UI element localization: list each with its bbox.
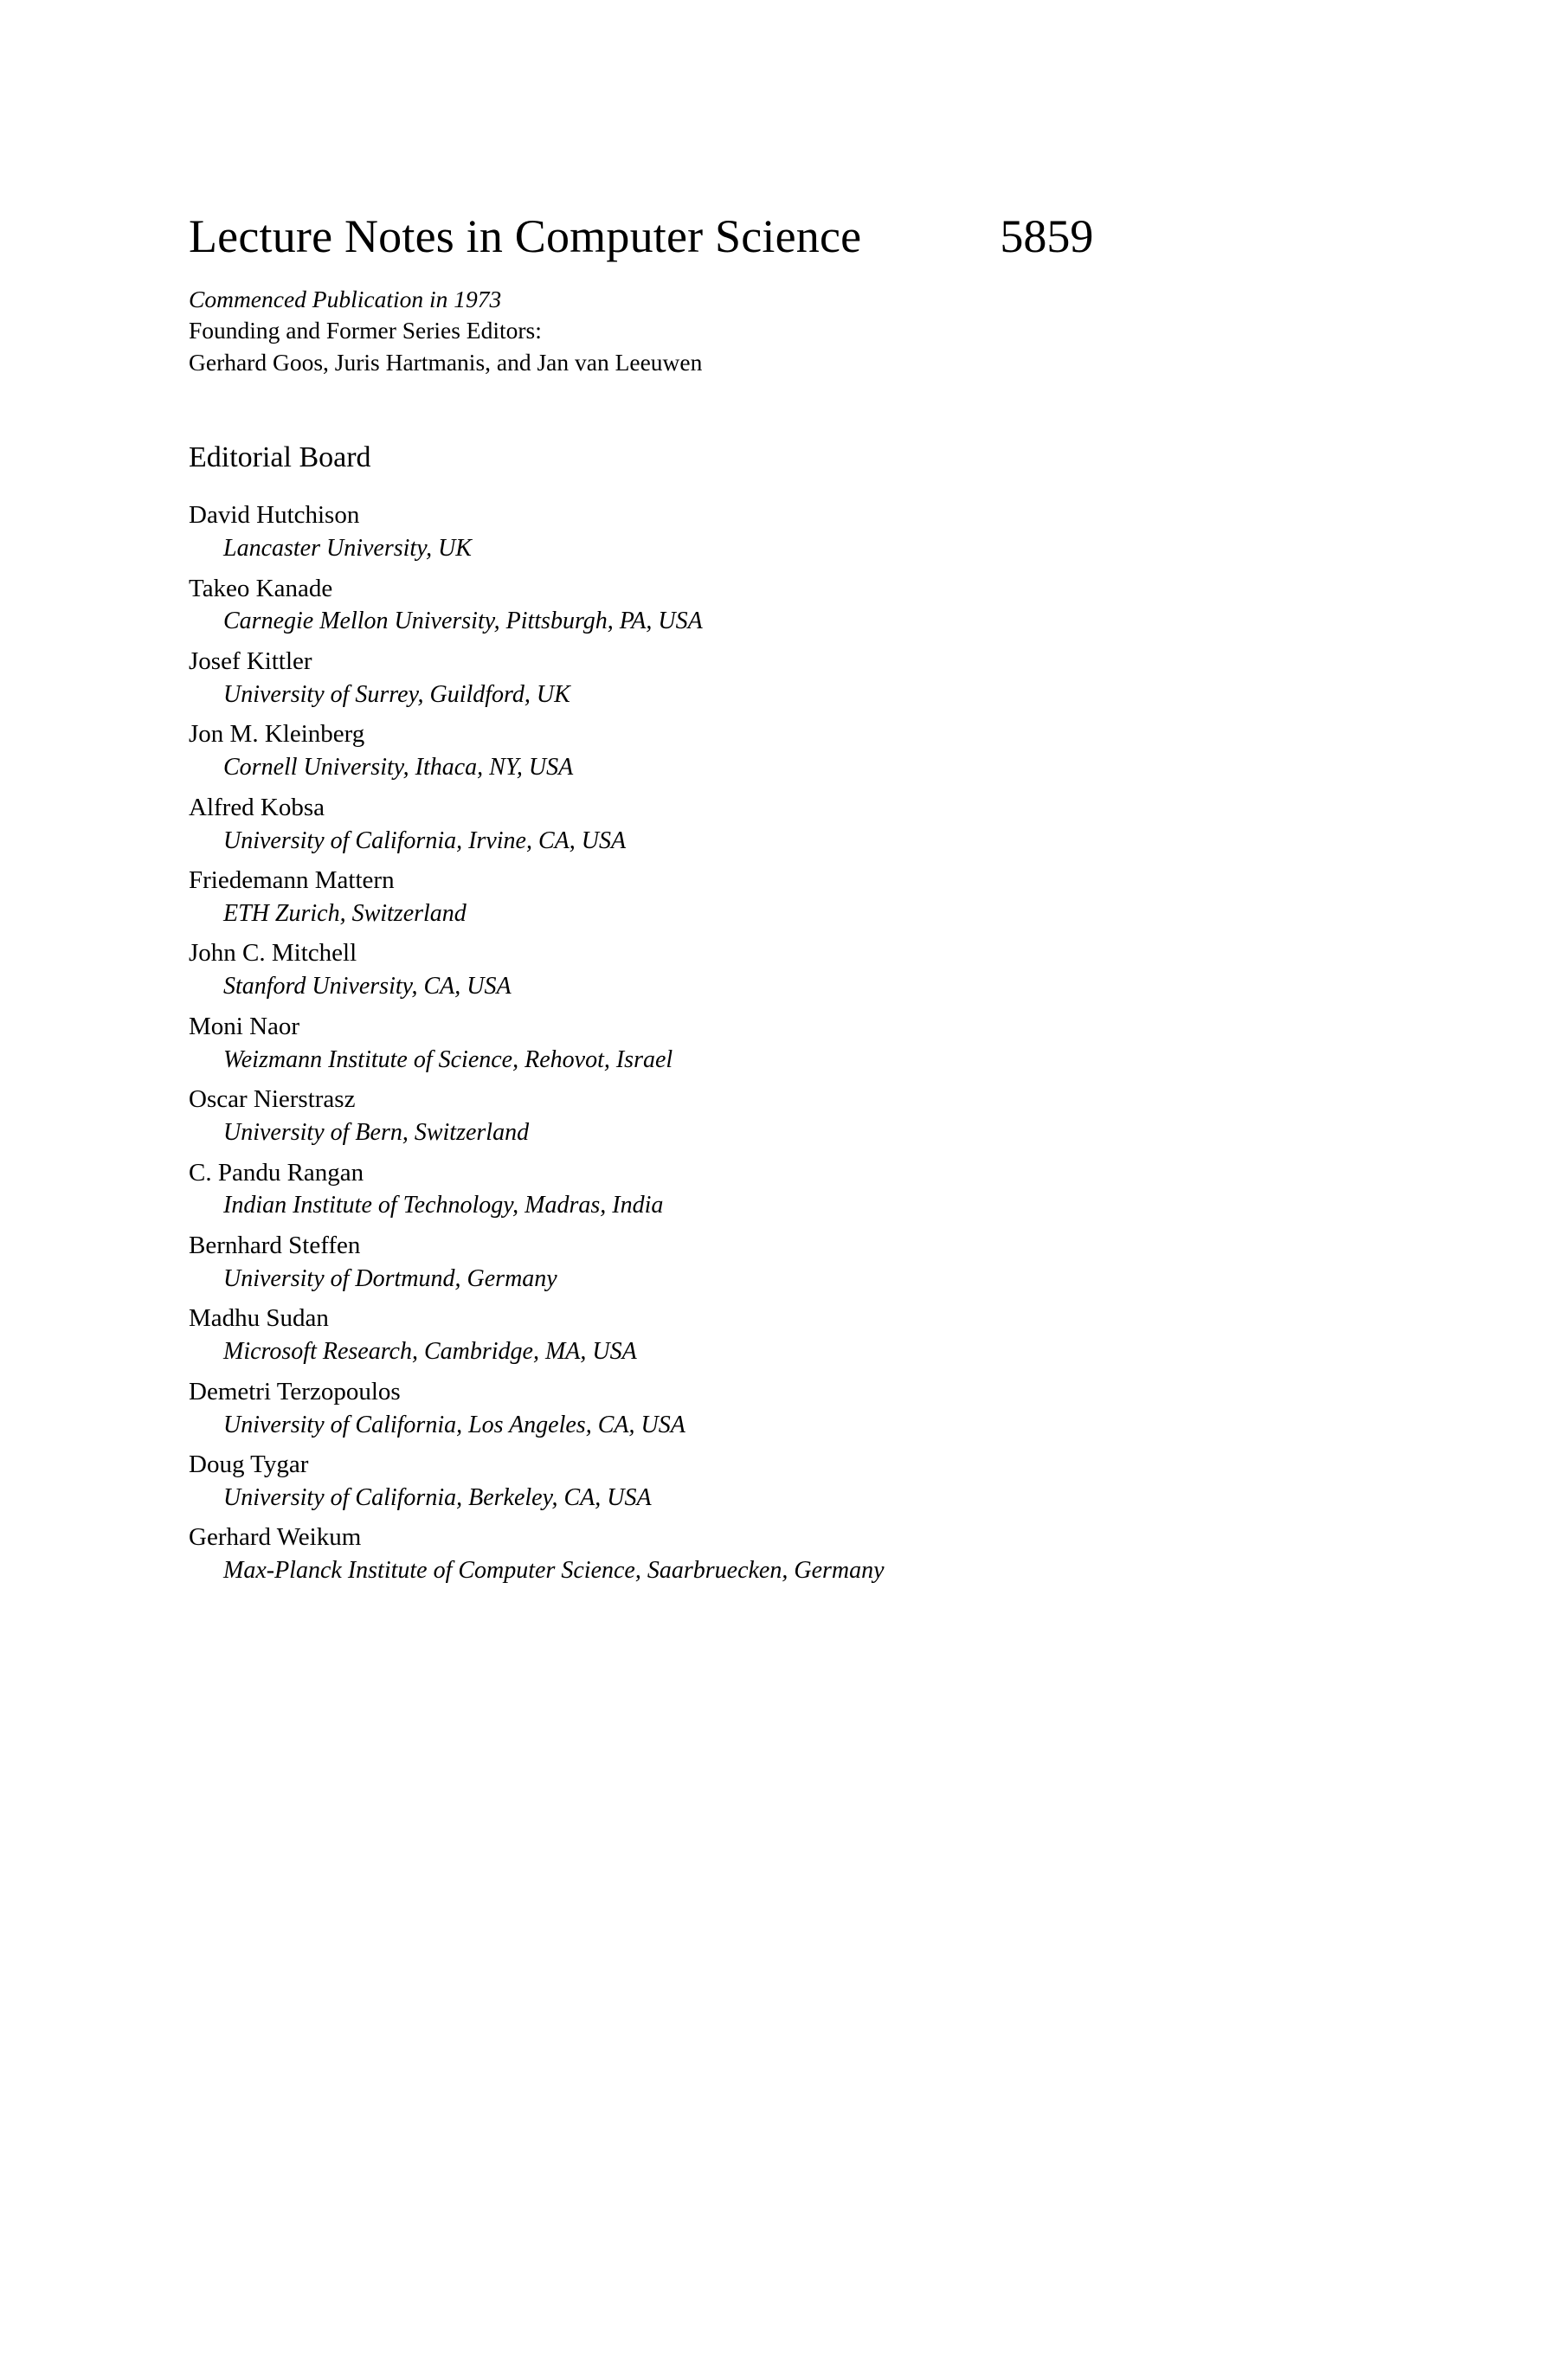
list-item: [189, 864, 1314, 929]
member-affiliation: Weizmann Institute of Science, Rehovot, Israel: [223, 1045, 673, 1073]
list-item: [189, 645, 1314, 711]
member-affiliation: Indian Institute of Technology, Madras, India: [223, 1192, 664, 1219]
list-item: [189, 1156, 1314, 1222]
list-item: [189, 1083, 1314, 1148]
member-name: Madhu Sudan: [189, 1304, 329, 1333]
member-name: Bernhard Steffen: [189, 1231, 361, 1259]
list-item: [189, 1229, 1314, 1295]
list-item: [189, 791, 1314, 857]
member-name: Oscar Nierstrasz: [189, 1085, 356, 1114]
list-item: [189, 1375, 1314, 1441]
volume-number: 5859: [1000, 210, 1094, 262]
member-name: Doug Tygar: [189, 1451, 309, 1479]
list-item: [189, 1448, 1314, 1514]
series-subheading-block: [189, 284, 1314, 379]
member-affiliation: University of Bern, Switzerland: [223, 1119, 530, 1147]
member-name: Friedemann Mattern: [189, 866, 395, 895]
member-affiliation: University of Surrey, Guildford, UK: [223, 680, 570, 708]
founding-editors-label: Founding and Former Series Editors:: [189, 317, 542, 344]
page-content: [189, 212, 1314, 1594]
member-affiliation: Carnegie Mellon University, Pittsburgh, PA, USA: [223, 608, 703, 635]
editorial-board-list: [189, 499, 1314, 1587]
member-affiliation: Stanford University, CA, USA: [223, 973, 512, 1000]
list-item: [189, 572, 1314, 638]
member-name: Takeo Kanade: [189, 574, 333, 602]
founding-editors-names: Gerhard Goos, Juris Hartmanis, and Jan van Leeuwen: [189, 348, 703, 376]
editorial-board-heading: Editorial Board: [189, 441, 371, 474]
list-item: [189, 499, 1314, 564]
member-name: Gerhard Weikum: [189, 1523, 362, 1552]
member-affiliation: University of California, Berkeley, CA, USA: [223, 1483, 652, 1511]
list-item: [189, 717, 1314, 783]
member-affiliation: Lancaster University, UK: [223, 535, 472, 563]
member-affiliation: University of California, Los Angeles, CA, USA: [223, 1411, 685, 1438]
list-item: [189, 1010, 1314, 1076]
member-name: John C. Mitchell: [189, 939, 357, 968]
page-title: Lecture Notes in Computer Science: [189, 210, 862, 262]
member-name: David Hutchison: [189, 501, 360, 530]
list-item: [189, 1521, 1314, 1586]
member-affiliation: Microsoft Research, Cambridge, MA, USA: [223, 1338, 637, 1366]
list-item: [189, 936, 1314, 1002]
member-name: Moni Naor: [189, 1012, 300, 1040]
member-name: Jon M. Kleinberg: [189, 720, 365, 749]
member-name: C. Pandu Rangan: [189, 1158, 364, 1187]
member-affiliation: University of Dortmund, Germany: [223, 1264, 557, 1292]
member-affiliation: Cornell University, Ithaca, NY, USA: [223, 754, 574, 782]
member-affiliation: University of California, Irvine, CA, USA: [223, 827, 627, 854]
member-name: Josef Kittler: [189, 646, 312, 675]
series-title-row: [189, 212, 1210, 261]
list-item: [189, 1302, 1314, 1367]
commenced-publication-line: Commenced Publication in 1973: [189, 285, 502, 312]
member-name: Alfred Kobsa: [189, 793, 325, 821]
member-affiliation: ETH Zurich, Switzerland: [223, 899, 467, 927]
member-affiliation: Max-Planck Institute of Computer Science, Saarbruecken, Germany: [223, 1557, 885, 1585]
member-name: Demetri Terzopoulos: [189, 1377, 401, 1405]
